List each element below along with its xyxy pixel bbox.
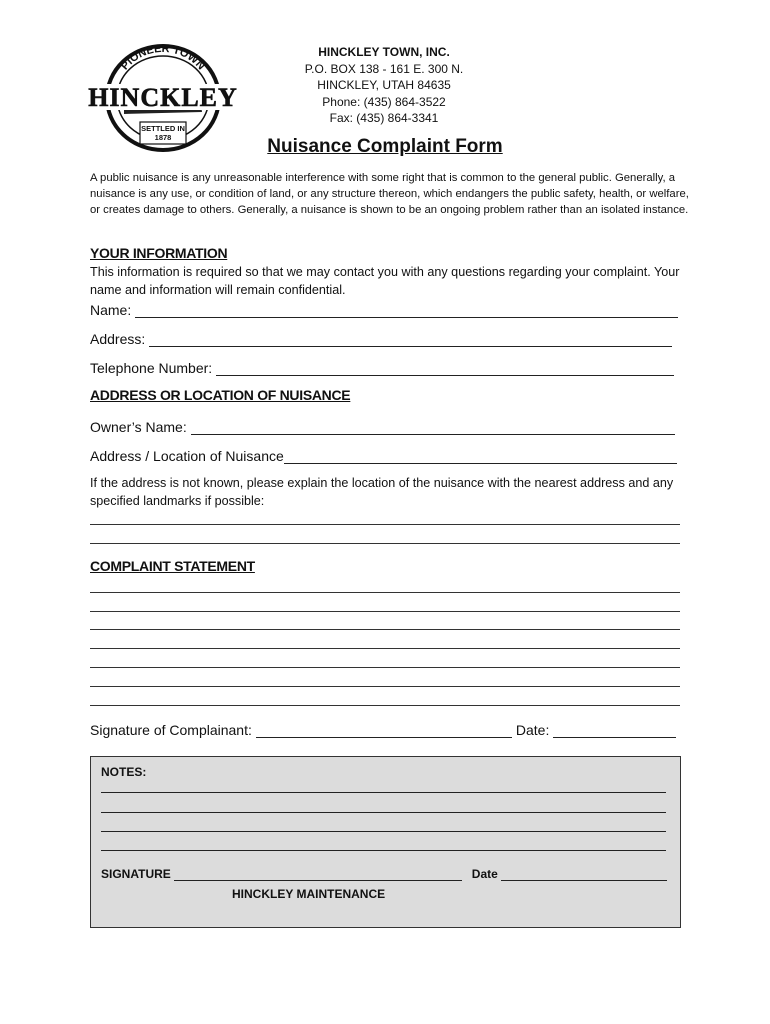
notes-date-label: Date [471,867,498,881]
owner-name-field[interactable] [90,415,675,435]
address-line[interactable] [149,332,672,347]
notes-signature-row [101,867,667,881]
nuisance-address-field[interactable] [90,444,677,464]
fax-line: Fax: (435) 864-3341 [329,111,439,125]
notes-line-1[interactable] [101,792,666,793]
logo-arc-text: PIONEER TOWN [118,42,208,73]
location-explain-line-1[interactable] [90,524,680,525]
signature-line[interactable] [256,723,512,738]
city-line: HINCKLEY, UTAH 84635 [317,78,451,92]
notes-date-line[interactable] [501,870,667,881]
location-explain-line-2[interactable] [90,543,680,544]
phone-line: Phone: (435) 864-3522 [322,94,446,109]
your-information-text: This information is required so that we may contact you with any questions regarding your complaint. Your name and information will remain confidential. [90,265,680,297]
owner-name-label: Owner’s Name: [90,419,187,435]
complaint-line-1[interactable] [90,592,680,593]
complaint-line-5[interactable] [90,667,680,668]
name-field[interactable] [90,298,678,318]
notes-line-2[interactable] [101,812,666,813]
intro-paragraph: A public nuisance is any unreasonable interference with some right that is common to the general public. Generally, a nuisance is any use, or condition of land, or any structure thereon, which endangers the public safety, health, or welfare, or creates damage to others. Generally, a nuisance is shown to be an ongoing problem rather than an isolated instance. [90,172,689,216]
complaint-line-2[interactable] [90,611,680,612]
complaint-line-4[interactable] [90,648,680,649]
logo-year: 1878 [154,133,172,142]
complaint-line-6[interactable] [90,686,680,687]
telephone-field[interactable] [90,356,674,376]
address-label: Address: [90,331,146,347]
complaint-line-7[interactable] [90,705,680,706]
nuisance-address-line[interactable] [284,449,677,464]
notes-line-4[interactable] [101,850,666,851]
notes-line-3[interactable] [101,831,666,832]
po-box: P.O. BOX 138 - 161 E. 300 N. [304,61,464,76]
org-name: HINCKLEY TOWN, INC. [318,45,450,59]
location-heading: ADDRESS OR LOCATION OF NUISANCE [90,387,351,403]
address-field[interactable] [90,327,672,347]
notes-signature-label: SIGNATURE [101,867,171,881]
header-block [264,44,504,127]
logo-name: HINCKLEY [88,83,238,112]
signature-label: Signature of Complainant: [90,722,252,738]
notes-signature-line[interactable] [174,870,462,881]
form-title: Nuisance Complaint Form [267,136,503,157]
name-label: Name: [90,302,132,318]
date-line[interactable] [553,723,676,738]
notes-label: NOTES: [101,765,147,779]
notes-box [90,756,681,928]
location-explain-text: If the address is not known, please explain the location of the nuisance with the nearest address and any specified landmarks if possible: [90,476,674,508]
hinckley-maintenance-label: HINCKLEY MAINTENANCE [232,887,386,901]
complaint-heading: COMPLAINT STATEMENT [90,558,255,574]
logo-settled: SETTLED IN [141,124,185,133]
date-label: Date: [515,722,550,738]
signature-row [90,718,676,738]
telephone-label: Telephone Number: [90,360,213,376]
telephone-line[interactable] [216,361,674,376]
your-information-heading: YOUR INFORMATION [90,245,228,261]
complaint-line-3[interactable] [90,629,680,630]
nuisance-address-label: Address / Location of Nuisance [90,448,284,464]
name-line[interactable] [135,303,678,318]
owner-name-line[interactable] [191,420,675,435]
